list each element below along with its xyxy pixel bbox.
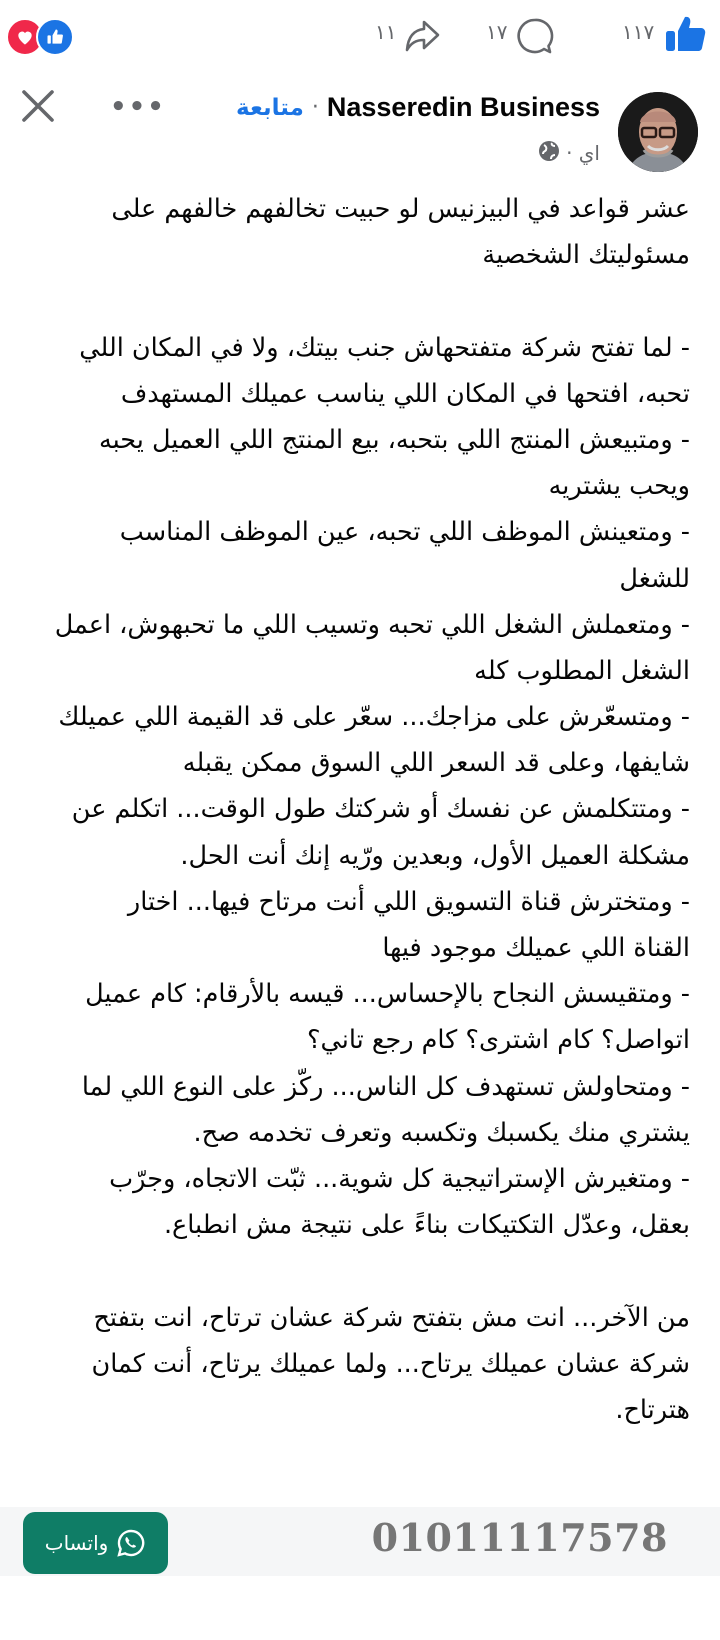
post-text-line: - ومتخترش قناة التسويق اللي أنت مرتاح فيها... اختار	[127, 886, 690, 917]
post-text-line: مشكلة العميل الأول، وبعدين ورّيه إنك أنت الحل.	[180, 840, 690, 871]
comment-count: ١٧	[486, 20, 508, 44]
comment-icon[interactable]	[515, 16, 555, 60]
share-icon[interactable]	[402, 16, 442, 58]
whatsapp-label: واتساب	[44, 1531, 109, 1555]
blank-line	[10, 278, 690, 324]
post-text-line: للشغل	[619, 563, 690, 594]
post-text-line: هترتاح.	[615, 1394, 690, 1425]
like-count: ١١٧	[622, 20, 655, 44]
follow-button[interactable]: متابعة	[236, 94, 304, 121]
post-body	[10, 186, 690, 1433]
like-icon[interactable]	[665, 14, 707, 58]
post-text-line: القناة اللي عميلك موجود فيها	[382, 933, 690, 963]
post-text-line: شركة عشان عميلك يرتاح... ولما عميلك يرتاح، أنت كمان	[91, 1348, 690, 1379]
whatsapp-button[interactable]	[23, 1512, 168, 1574]
author-avatar[interactable]	[618, 92, 698, 172]
blank-line	[10, 1248, 690, 1294]
globe-icon	[538, 140, 560, 166]
close-button[interactable]	[20, 88, 56, 128]
post-text-line: - ومتتكلمش عن نفسك أو شركتك طول الوقت... اتكلم عن	[71, 794, 690, 825]
post-text-line: - ومتبيعش المنتج اللي بتحبه، بيع المنتج اللي العميل يحبه	[98, 424, 690, 455]
post-text-line: تحبه، افتحها في المكان اللي يناسب عميلك المستهدف	[120, 378, 690, 409]
engagement-bar	[0, 14, 720, 58]
post-text-line: - ومتقيسش النجاح بالإحساس... قيسه بالأرقام: كام عميل	[85, 979, 690, 1010]
post-text-line: - لما تفتح شركة متفتحهاش جنب بيتك، ولا في المكان اللي	[79, 332, 690, 363]
post-text-line: شايفها، وعلى قد السعر اللي السوق ممكن يقبله	[182, 748, 690, 779]
whatsapp-icon	[116, 1528, 146, 1558]
post-text-line: الشغل المطلوب كله	[474, 655, 690, 686]
post-text-line: من الآخر... انت مش بتفتح شركة عشان ترتاح، انت بتفتح	[93, 1302, 690, 1333]
post-text-line: - ومتسعّرش على مزاجك... سعّر على قد القيمة اللي عميلك	[58, 702, 690, 733]
post-text-line: ويحب يشتريه	[548, 471, 690, 502]
post-text-line: - ومتحاولش تستهدف كل الناس... ركّز على النوع اللي لما	[81, 1071, 690, 1102]
separator-dot: ·	[311, 95, 319, 120]
close-icon[interactable]	[20, 88, 56, 124]
post-text-line: بعقل، وعدّل التكتيكات بناءً على نتيجة مش انطباع.	[163, 1210, 690, 1241]
avatar-photo-icon	[618, 92, 698, 172]
share-count: ١١	[375, 20, 397, 44]
post-text-line: اتواصل؟ كام اشترى؟ كام رجع تاني؟	[307, 1025, 690, 1056]
phone-number[interactable]: 01011117578	[371, 1515, 668, 1560]
post-text-line: - ومتعينش الموظف اللي تحبه، عين الموظف المناسب	[119, 517, 690, 548]
more-dots-icon[interactable]: •••	[110, 92, 166, 122]
post-author-line	[236, 92, 600, 123]
like-reaction-icon[interactable]	[36, 18, 74, 56]
contact-banner	[0, 1507, 720, 1576]
post-meta	[538, 140, 600, 166]
author-name[interactable]: Nasseredin Business	[326, 92, 600, 122]
post-text-line: يشتري منك يكسبك وتكسبه وتعرف تخدمه صح.	[193, 1117, 690, 1148]
post-text-line: - ومتغيرش الإستراتيجية كل شوية... ثبّت الاتجاه، وجرّب	[109, 1163, 690, 1194]
post-text-line: - ومتعملش الشغل اللي تحبه وتسيب اللي ما تحبهوش، اعمل	[54, 609, 690, 640]
more-options-button[interactable]	[110, 92, 166, 122]
post-time: اي ·	[566, 141, 600, 165]
post-text-line: عشر قواعد في البيزنيس لو حبيت تخالفهم خالفهم على	[111, 194, 690, 224]
post-text-line: مسئوليتك الشخصية	[482, 240, 690, 271]
